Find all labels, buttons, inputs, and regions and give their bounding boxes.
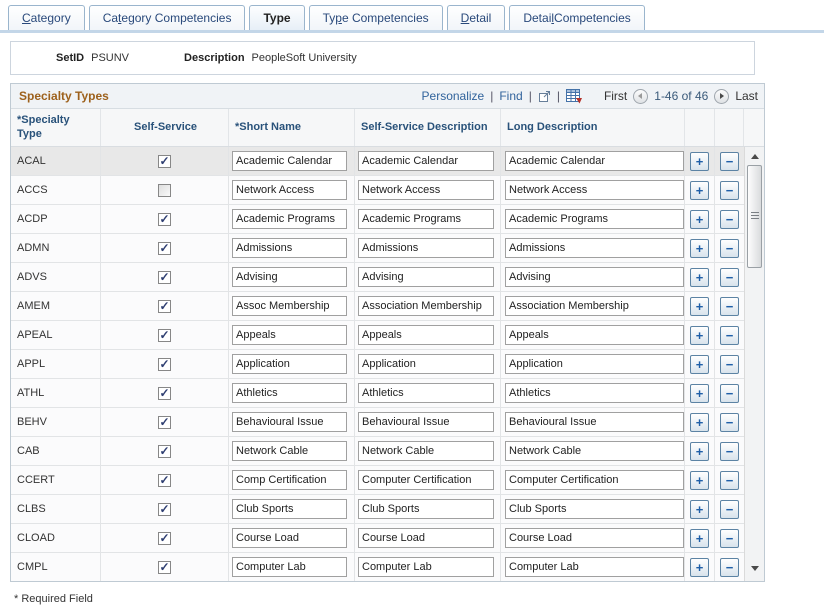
long-description-input[interactable] <box>505 557 684 577</box>
short-name-input[interactable] <box>232 499 347 519</box>
self-service-description-input[interactable] <box>358 151 494 171</box>
delete-row-button[interactable]: − <box>720 210 739 229</box>
delete-row-button[interactable]: − <box>720 471 739 490</box>
self-service-description-input[interactable] <box>358 383 494 403</box>
long-description-input[interactable] <box>505 470 684 490</box>
delete-row-button[interactable]: − <box>720 355 739 374</box>
self-service-checkbox[interactable]: ✓ <box>159 560 170 574</box>
specialty-types-grid <box>10 83 765 582</box>
short-name-input[interactable] <box>232 151 347 171</box>
table-row <box>11 292 744 321</box>
short-name-input[interactable] <box>232 296 347 316</box>
delete-row-button[interactable]: − <box>720 181 739 200</box>
add-row-button[interactable]: + <box>690 529 709 548</box>
grid-body <box>11 147 764 581</box>
long-description-input[interactable] <box>505 267 684 287</box>
add-row-button[interactable]: + <box>690 413 709 432</box>
table-row <box>11 321 744 350</box>
column-header-delete <box>715 109 744 146</box>
tab-category[interactable]: C ategory <box>8 5 85 30</box>
table-row <box>11 205 744 234</box>
specialty-type-code: ACCS <box>17 184 48 196</box>
specialty-type-code: AMEM <box>17 300 50 312</box>
grid-rows <box>11 147 744 581</box>
header-group-box <box>10 41 755 75</box>
scrollbar-thumb[interactable] <box>747 165 762 268</box>
download-to-excel-icon[interactable] <box>566 89 582 104</box>
long-description-input[interactable] <box>505 499 684 519</box>
short-name-input[interactable] <box>232 209 347 229</box>
self-service-description-input[interactable] <box>358 267 494 287</box>
delete-row-button[interactable]: − <box>720 558 739 577</box>
table-row <box>11 350 744 379</box>
toolbar-separator: | <box>528 89 532 103</box>
personalize-link[interactable]: Personalize <box>421 89 485 103</box>
add-row-button[interactable]: + <box>690 152 709 171</box>
setid-value: PSUNV <box>91 52 130 64</box>
table-row <box>11 263 744 292</box>
short-name-input[interactable] <box>232 412 347 432</box>
self-service-checkbox[interactable]: ✓ <box>159 241 170 255</box>
table-row <box>11 437 744 466</box>
column-header-self-service-description: Self-Service Description <box>355 109 501 146</box>
add-row-button[interactable]: + <box>690 181 709 200</box>
delete-row-button[interactable]: − <box>720 384 739 403</box>
short-name-input[interactable] <box>232 180 347 200</box>
specialty-type-code: APEAL <box>17 329 53 341</box>
specialty-type-code: ATHL <box>17 387 45 399</box>
specialty-type-code: ADVS <box>17 271 47 283</box>
self-service-description-input[interactable] <box>358 412 494 432</box>
grid-title: Specialty Types <box>19 89 109 103</box>
description-value: PeopleSoft University <box>251 52 357 64</box>
delete-row-button[interactable]: − <box>720 326 739 345</box>
required-field-note: * Required Field <box>14 593 93 605</box>
specialty-type-code: ACAL <box>17 155 46 167</box>
self-service-checkbox[interactable] <box>158 184 171 197</box>
tab-detail-competencies[interactable]: Detai l Competencies <box>509 5 644 30</box>
delete-row-button[interactable]: − <box>720 297 739 316</box>
short-name-input[interactable] <box>232 238 347 258</box>
delete-row-button[interactable]: − <box>720 239 739 258</box>
delete-row-button[interactable]: − <box>720 442 739 461</box>
short-name-input[interactable] <box>232 325 347 345</box>
self-service-description-input[interactable] <box>358 354 494 374</box>
self-service-description-input[interactable] <box>358 209 494 229</box>
delete-row-button[interactable]: − <box>720 529 739 548</box>
thumb-grip-icon <box>751 212 759 221</box>
short-name-input[interactable] <box>232 441 347 461</box>
specialty-type-code: CLBS <box>17 503 46 515</box>
add-row-button[interactable]: + <box>690 268 709 287</box>
find-link[interactable]: Find <box>499 89 523 103</box>
scroll-down-icon[interactable] <box>745 562 764 574</box>
tab-type[interactable]: Type <box>249 5 304 30</box>
next-page-icon[interactable] <box>714 89 729 104</box>
long-description-input[interactable] <box>505 151 684 171</box>
column-header-short-name: *Short Name <box>229 109 355 146</box>
specialty-type-code: ADMN <box>17 242 50 254</box>
tab-strip-underline <box>0 30 824 33</box>
table-row <box>11 408 744 437</box>
add-row-button[interactable]: + <box>690 210 709 229</box>
tab-detail[interactable]: D etail <box>447 5 506 30</box>
long-description-input[interactable] <box>505 296 684 316</box>
grid-pager <box>604 89 758 104</box>
self-service-description-input[interactable] <box>358 180 494 200</box>
tab-bar <box>0 0 824 30</box>
long-description-input[interactable] <box>505 354 684 374</box>
self-service-checkbox[interactable]: ✓ <box>159 212 170 226</box>
short-name-input[interactable] <box>232 557 347 577</box>
tab-type-competencies[interactable]: Ty p e Competencies <box>309 5 443 30</box>
delete-row-button[interactable]: − <box>720 500 739 519</box>
self-service-checkbox[interactable]: ✓ <box>159 531 170 545</box>
grid-toolbar <box>422 89 758 104</box>
self-service-checkbox[interactable]: ✓ <box>159 415 170 429</box>
self-service-description-input[interactable] <box>358 296 494 316</box>
self-service-checkbox[interactable]: ✓ <box>159 502 170 516</box>
table-row <box>11 553 744 581</box>
add-row-button[interactable]: + <box>690 558 709 577</box>
toolbar-separator: | <box>556 89 560 103</box>
self-service-checkbox[interactable]: ✓ <box>159 386 170 400</box>
long-description-input[interactable] <box>505 383 684 403</box>
specialty-type-code: CLOAD <box>17 532 55 544</box>
self-service-description-input[interactable] <box>358 557 494 577</box>
short-name-input[interactable] <box>232 470 347 490</box>
self-service-description-input[interactable] <box>358 441 494 461</box>
add-row-button[interactable]: + <box>690 355 709 374</box>
table-row <box>11 176 744 205</box>
column-header-long-description: Long Description <box>501 109 685 146</box>
grid-title-bar <box>11 84 764 109</box>
table-row <box>11 147 744 176</box>
add-row-button[interactable]: + <box>690 384 709 403</box>
add-row-button[interactable]: + <box>690 442 709 461</box>
self-service-description-input[interactable] <box>358 325 494 345</box>
self-service-description-input[interactable] <box>358 470 494 490</box>
short-name-input[interactable] <box>232 528 347 548</box>
short-name-input[interactable] <box>232 383 347 403</box>
long-description-input[interactable] <box>505 412 684 432</box>
column-header-specialty-type: *Specialty Type <box>11 109 101 146</box>
vertical-scrollbar[interactable] <box>744 147 764 581</box>
previous-page-icon[interactable] <box>633 89 648 104</box>
delete-row-button[interactable]: − <box>720 268 739 287</box>
pager-last[interactable]: Last <box>735 89 758 103</box>
self-service-description-input[interactable] <box>358 499 494 519</box>
add-row-button[interactable]: + <box>690 239 709 258</box>
short-name-input[interactable] <box>232 354 347 374</box>
long-description-input[interactable] <box>505 180 684 200</box>
tab-category-competencies[interactable]: Ca t egory Competencies <box>89 5 246 30</box>
add-row-button[interactable]: + <box>690 297 709 316</box>
delete-row-button[interactable]: − <box>720 413 739 432</box>
self-service-description-input[interactable] <box>358 238 494 258</box>
self-service-checkbox[interactable]: ✓ <box>159 357 170 371</box>
long-description-input[interactable] <box>505 209 684 229</box>
self-service-checkbox[interactable]: ✓ <box>159 444 170 458</box>
short-name-input[interactable] <box>232 267 347 287</box>
column-header-row <box>11 109 764 147</box>
table-row <box>11 466 744 495</box>
self-service-checkbox[interactable]: ✓ <box>159 299 170 313</box>
long-description-input[interactable] <box>505 238 684 258</box>
column-header-self-service: Self-Service <box>101 109 229 146</box>
specialty-type-code: CCERT <box>17 474 55 486</box>
table-row <box>11 234 744 263</box>
add-row-button[interactable]: + <box>690 500 709 519</box>
long-description-input[interactable] <box>505 528 684 548</box>
specialty-type-code: CAB <box>17 445 40 457</box>
table-row <box>11 495 744 524</box>
table-row <box>11 524 744 553</box>
self-service-checkbox[interactable]: ✓ <box>159 328 170 342</box>
specialty-type-code: CMPL <box>17 561 48 573</box>
self-service-checkbox[interactable]: ✓ <box>159 154 170 168</box>
table-row <box>11 379 744 408</box>
add-row-button[interactable]: + <box>690 471 709 490</box>
self-service-description-input[interactable] <box>358 528 494 548</box>
column-header-add <box>685 109 715 146</box>
delete-row-button[interactable]: − <box>720 152 739 171</box>
pager-first[interactable]: First <box>603 89 628 103</box>
pager-range: 1-46 of 46 <box>654 89 709 103</box>
specialty-type-code: BEHV <box>17 416 47 428</box>
self-service-checkbox[interactable]: ✓ <box>159 270 170 284</box>
add-row-button[interactable]: + <box>690 326 709 345</box>
specialty-type-code: APPL <box>17 358 46 370</box>
scroll-up-icon[interactable] <box>745 150 764 162</box>
self-service-checkbox[interactable]: ✓ <box>159 473 170 487</box>
long-description-input[interactable] <box>505 325 684 345</box>
long-description-input[interactable] <box>505 441 684 461</box>
setid-label: SetID <box>56 52 85 64</box>
column-header-scroll-spacer <box>744 109 764 146</box>
view-all-popup-icon[interactable] <box>538 90 551 103</box>
specialty-type-code: ACDP <box>17 213 48 225</box>
toolbar-separator: | <box>490 89 494 103</box>
description-label: Description <box>184 52 245 64</box>
